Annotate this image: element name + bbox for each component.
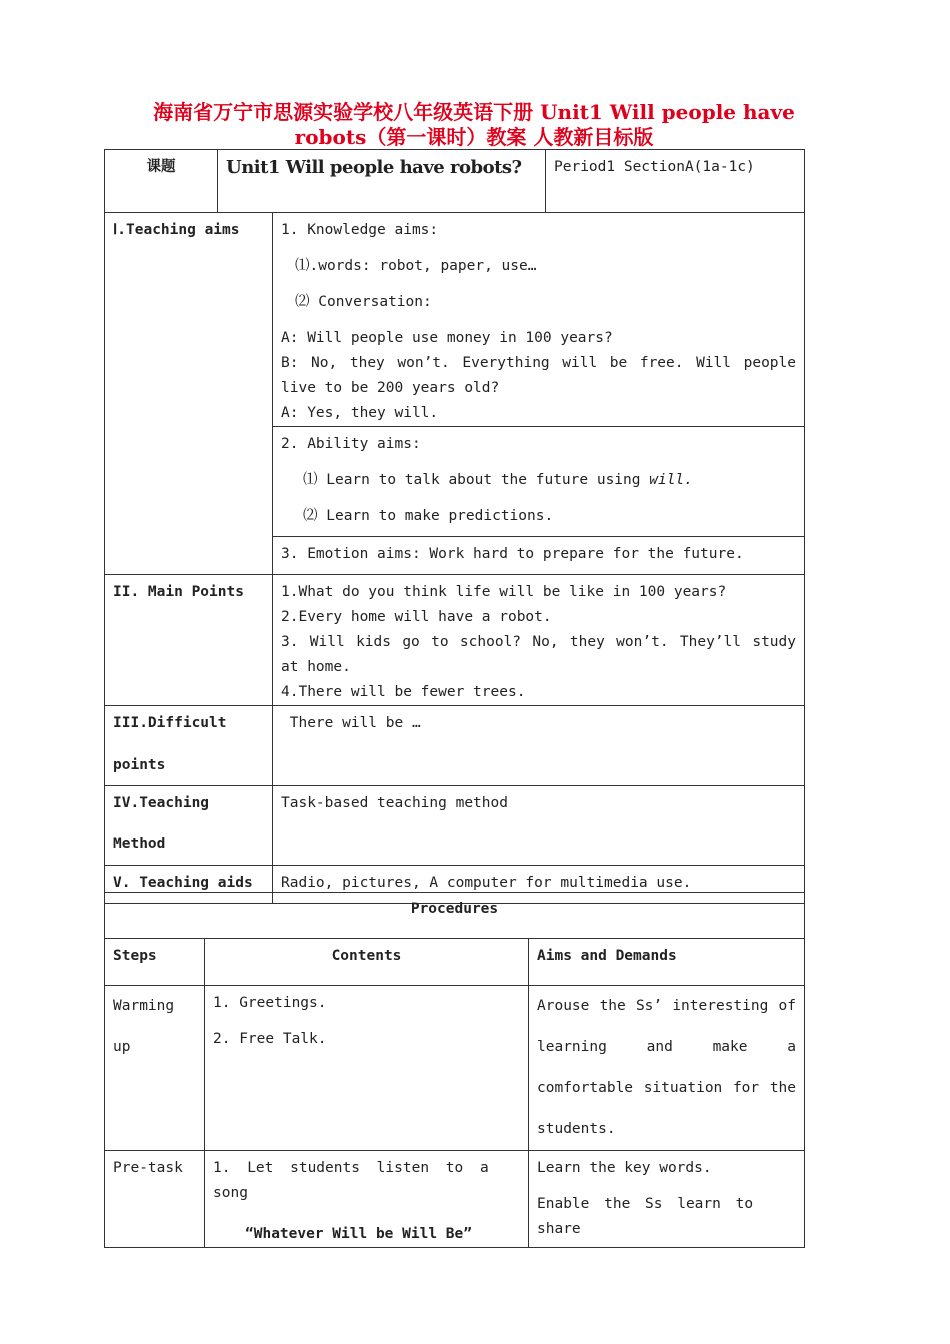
- pre-task-contents: [205, 1151, 529, 1248]
- title-line-1: 海南省万宁市思源实验学校八年级英语下册 Unit1 Will people have: [153, 100, 795, 124]
- teaching-aids-label: V. Teaching aids: [105, 866, 273, 904]
- pretask-content-1: 1. Let students listen to a song: [213, 1160, 489, 1201]
- method-label-line1: IV.Teaching: [113, 795, 210, 811]
- ability-item-1-text: ⑴ Learn to talk about the future using: [303, 472, 650, 488]
- warming-up-contents: [205, 986, 529, 1151]
- difficult-points-label: [105, 706, 273, 786]
- main-points-cell: [273, 575, 805, 706]
- main-point-2: 2.Every home will have a robot.: [281, 609, 552, 625]
- teaching-aids-cell: Radio, pictures, A computer for multimedia use.: [273, 866, 805, 904]
- conversation-line-b: B: No, they won’t. Everything will be free. Will people live to be 200 years old?: [281, 355, 796, 396]
- pretask-aims-1: Learn the key words.: [537, 1160, 712, 1176]
- ability-heading: 2. Ability aims:: [281, 436, 421, 452]
- procedures-heading: Procedures: [105, 893, 805, 939]
- aims-table: [104, 212, 805, 904]
- warming-step-line1: Warming: [113, 998, 175, 1014]
- column-contents: Contents: [205, 939, 529, 986]
- teaching-method-cell: Task-based teaching method: [273, 786, 805, 866]
- main-points-label: II. Main Points: [105, 575, 273, 706]
- warming-content-1: 1. Greetings.: [213, 995, 327, 1011]
- header-table: [104, 149, 805, 213]
- pre-task-aims: [529, 1151, 805, 1248]
- difficult-points-cell: There will be …: [273, 706, 805, 786]
- main-point-3: 3. Will kids go to school? No, they won’t. They’ll study at home.: [281, 634, 796, 675]
- knowledge-heading: 1. Knowledge aims:: [281, 222, 439, 238]
- conversation-heading: ⑵ Conversation:: [295, 294, 432, 310]
- conversation-line-a1: A: Will people use money in 100 years?: [281, 330, 613, 346]
- warming-step-line2: up: [113, 1039, 131, 1055]
- main-point-4: 4.There will be fewer trees.: [281, 684, 526, 700]
- ability-item-2: ⑵ Learn to make predictions.: [303, 508, 554, 524]
- difficult-label-line2: points: [113, 757, 166, 773]
- unit-title: Unit1 Will people have robots?: [226, 157, 522, 178]
- teaching-aims-label: Ⅰ.Teaching aims: [105, 213, 273, 575]
- ability-aims-cell: [273, 427, 805, 537]
- main-point-1: 1.What do you think life will be like in 100 years?: [281, 584, 727, 600]
- difficult-label-line1: III.Difficult: [113, 715, 227, 731]
- ability-item-1-em: will.: [649, 472, 693, 488]
- knowledge-words: ⑴.words: robot, paper, use…: [295, 258, 537, 274]
- column-steps: Steps: [105, 939, 205, 986]
- method-label-line2: Method: [113, 836, 166, 852]
- topic-label: 课题: [105, 150, 218, 213]
- title-line-2: robots（第一课时）教案 人教新目标版: [294, 125, 654, 149]
- emotion-aims-cell: 3. Emotion aims: Work hard to prepare for the future.: [273, 537, 805, 575]
- teaching-method-label: [105, 786, 273, 866]
- pretask-content-2: “Whatever Will be Will Be”: [245, 1226, 472, 1242]
- knowledge-aims-cell: [273, 213, 805, 427]
- procedures-table: [104, 892, 805, 1248]
- conversation-line-a2: A: Yes, they will.: [281, 405, 439, 421]
- warming-up-aims: Arouse the Ss’ interesting of learning and make a comfortable situation for the students.: [529, 986, 805, 1151]
- ability-item-1: [281, 468, 796, 493]
- column-aims-demands: Aims and Demands: [529, 939, 805, 986]
- warming-up-step: [105, 986, 205, 1151]
- pre-task-step: Pre-task: [105, 1151, 205, 1248]
- period-cell: Period1 SectionA(1a-1c): [546, 150, 805, 213]
- pretask-aims-2: Enable the Ss learn to share: [537, 1196, 754, 1237]
- document-title: [104, 100, 844, 150]
- unit-title-cell: [218, 150, 546, 213]
- warming-content-2: 2. Free Talk.: [213, 1031, 327, 1047]
